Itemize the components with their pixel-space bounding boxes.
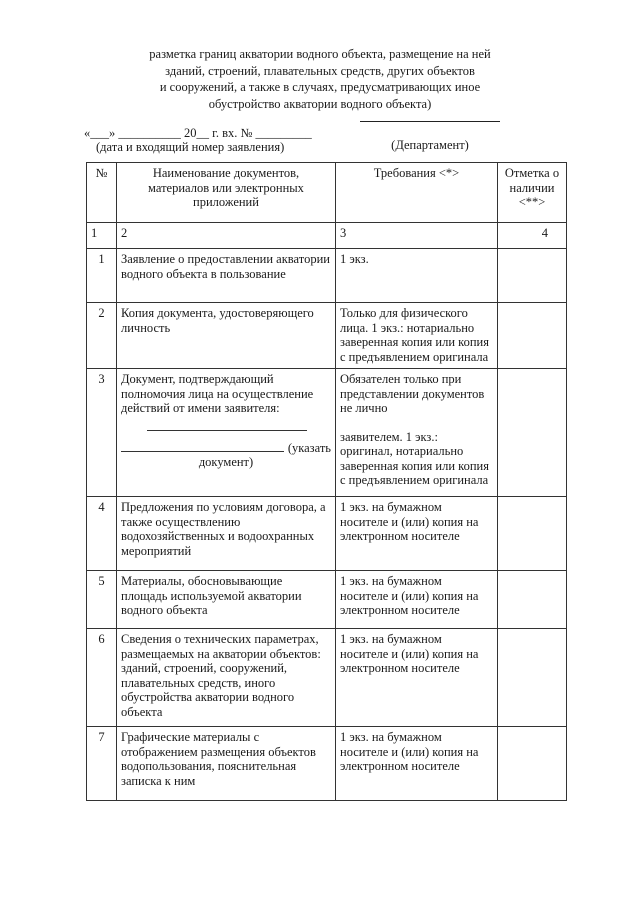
row-requirements: 1 экз. на бумажном носителе и (или) копия на электронном носителе [336,497,498,571]
row-number: 2 [87,303,117,369]
department-caption: (Департамент) [391,138,469,152]
row-name: Заявление о предоставлении акватории водного объекта в пользование [117,249,336,303]
table-header-row [87,163,567,223]
index-cell: 2 [117,223,336,249]
row-mark [498,303,567,369]
row-name-cell [117,369,336,497]
row-name: Графические материалы с отображением размещения объектов водопользования, пояснительная записка к ним [117,727,336,801]
date-number-line: «___» __________ 20__ г. вх. № _________ [84,126,312,140]
header-line: зданий, строений, плавательных средств, других объектов [165,63,475,78]
index-cell: 3 [336,223,498,249]
row-requirements: 1 экз. [336,249,498,303]
row-requirements: Только для физического лица. 1 экз.: нотариально заверенная копия или копия с предъявлением оригинала [336,303,498,369]
row-name: Документ, подтверждающий полномочия лица на осуществление действий от имени заявителя: [121,372,314,415]
signature-hint-caption: документ) [198,455,254,469]
row-number: 7 [87,727,117,801]
row-requirements: Обязателен только при представлении документов не лично [340,372,485,415]
row-name: Сведения о технических параметрах, размещаемых на акватории объектов: зданий, строений, сооружений, плавательных средств, иного обустройства акватории водного объекта [117,629,336,727]
row-number: 5 [87,571,117,629]
row-number: 6 [87,629,117,727]
row-name: Предложения по условиям договора, а также осуществлению водохозяйственных и водоохранных мероприятий [117,497,336,571]
header-line: разметка границ акватории водного объекта, размещение на ней [149,47,491,61]
date-caption: (дата и входящий номер заявления) [96,140,285,154]
row-number: 1 [87,249,117,303]
table-row [87,303,567,369]
table-row [87,249,567,303]
row-number: 3 [87,369,117,497]
row-mark [498,571,567,629]
row-name: Материалы, обосновывающие площадь используемой акватории водного объекта [117,571,336,629]
row-requirements: 1 экз. на бумажном носителе и (или) копия на электронном носителе [336,727,498,801]
row-requirements-cell [336,369,498,497]
table-row [87,727,567,801]
header-line: обустройство акватории водного объекта) [208,96,432,111]
row-mark [498,497,567,571]
header-mark: Отметка о наличии <**> [498,163,567,223]
header-requirements: Требования <*> [336,163,498,223]
header-line: и сооружений, а также в случаях, предусматривающих иное [159,80,481,94]
row-mark [498,369,567,497]
row-mark [498,629,567,727]
table-index-row [87,223,567,249]
row-mark [498,249,567,303]
index-cell: 4 [498,223,567,249]
row-name: Копия документа, удостоверяющего личность [117,303,336,369]
table-row [87,497,567,571]
header-text [0,46,640,112]
documents-table [86,162,567,801]
header-name: Наименование документов, материалов или электронных приложений [117,163,336,223]
row-requirements-cont: заявителем. 1 экз.: оригинал, нотариально заверенная копия или копия с предъявлением оригинала [340,429,489,487]
signature-blank [147,430,307,431]
signature-blank [121,451,284,452]
table-row [87,571,567,629]
row-requirements: 1 экз. на бумажном носителе и (или) копия на электронном носителе [336,571,498,629]
signature-hint: (указать [287,440,331,455]
row-mark [498,727,567,801]
department-blank [360,121,500,122]
index-cell: 1 [87,223,117,249]
row-requirements: 1 экз. на бумажном носителе и (или) копия на электронном носителе [336,629,498,727]
table-row [87,369,567,497]
row-number: 4 [87,497,117,571]
header-number: № [87,163,117,223]
table-row [87,629,567,727]
signature-row [121,441,331,456]
